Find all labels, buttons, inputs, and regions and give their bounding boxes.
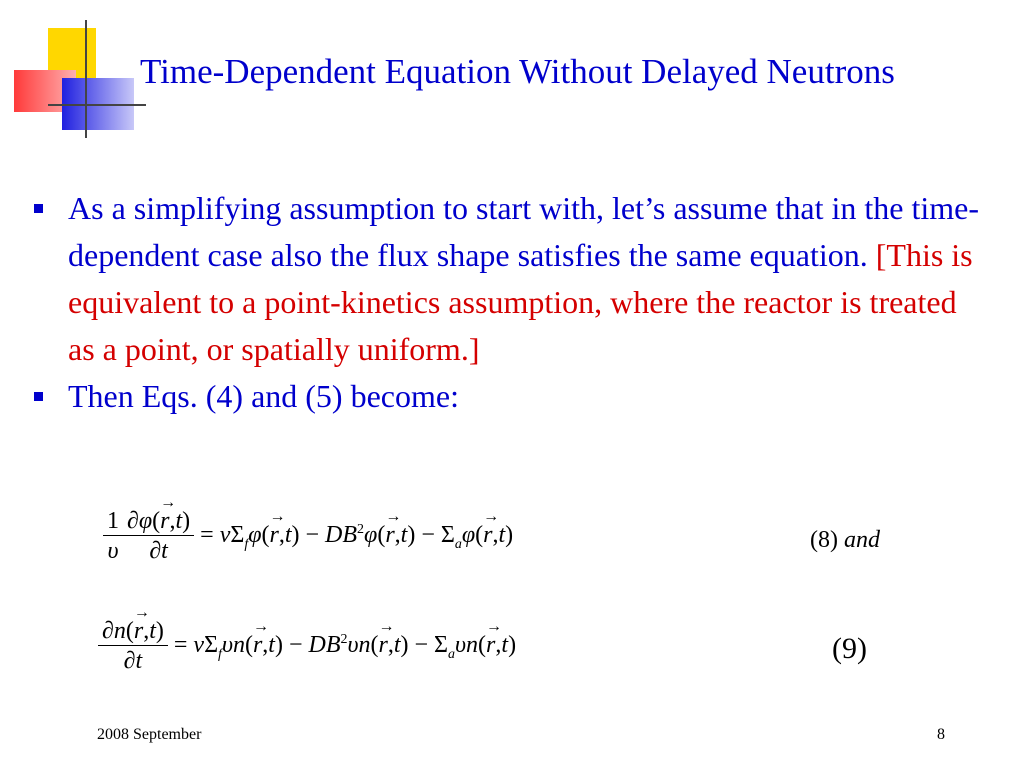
- bullet-emphasis-text: [This is equivalent to a point-kinetics assumption, where the reactor is treated as a point, or spatially uniform.]: [68, 237, 973, 367]
- slide-logo: [0, 0, 150, 140]
- footer-date: 2008 September: [97, 726, 202, 743]
- bullet-assumption: [30, 185, 990, 373]
- bullet-then-eqs: [30, 373, 990, 420]
- square-bullet-icon: [34, 204, 43, 213]
- equation-8-label: [810, 527, 880, 554]
- equation-9: $\frac{\partial n(\to r,t)}{\partial t}$ = $\nu\Sigma_f\upsilon n(\to r,t) - DB^2\upsilon n(\to r,t) - \Sigma_a\upsilon n(\to r,t)$: [98, 618, 516, 675]
- bullet-list: [30, 185, 990, 420]
- square-bullet-icon: [34, 392, 43, 401]
- equation-8-number: (8): [810, 527, 838, 553]
- page-number: 8: [937, 726, 945, 743]
- bullet-text: As a simplifying assumption to start with, let’s assume that in the time-dependent case also the flux shape satisfies the same equation.: [68, 190, 980, 273]
- slide-title: Time-Dependent Equation Without Delayed Neutrons: [140, 52, 895, 91]
- bullet-text: Then Eqs. (4) and (5) become:: [68, 378, 459, 414]
- equation-8: $\frac{1}{\upsilon}$ $\frac{\partial\varphi(\to r,t)}{\partial t}$ = $\nu\Sigma_f\varphi(\to r,t) - DB^2\varphi(\to r,t) - \Sigma_a\varphi(\to r,t)$: [103, 508, 513, 565]
- equation-8-suffix: and: [843, 527, 880, 553]
- equation-9-label: (9): [832, 632, 867, 665]
